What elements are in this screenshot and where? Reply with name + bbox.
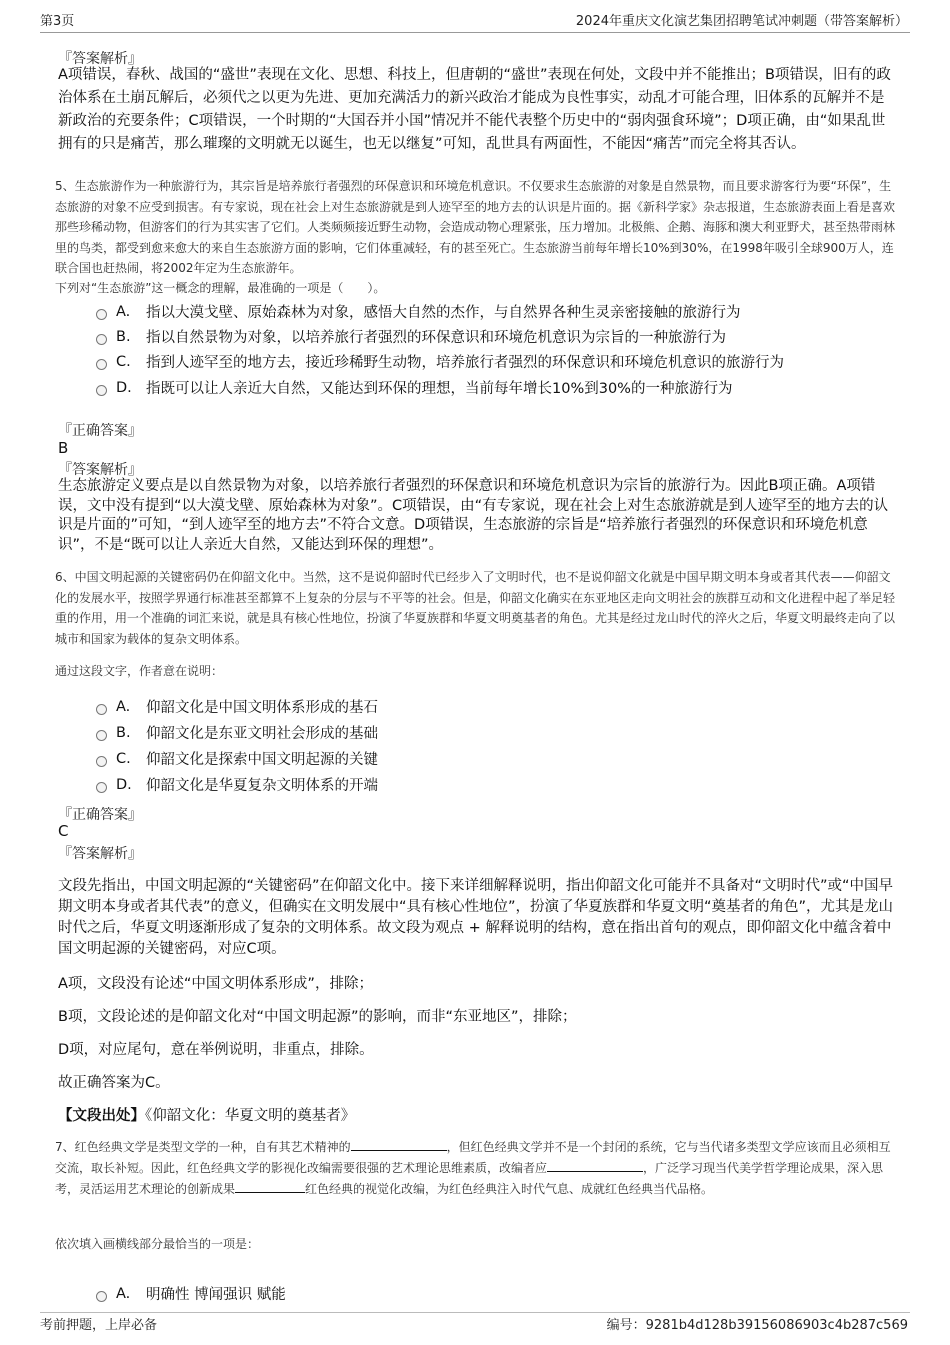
q5-option-a[interactable]: A. 指以大漠戈壁、原始森林为对象，感悟大自然的杰作，与自然界各种生灵亲密接触的旅游行为 xyxy=(96,301,741,322)
document-id: 编号：9281b4d128b39156086903c4b287c569 xyxy=(606,1318,908,1333)
blank-2 xyxy=(547,1159,643,1172)
q7-option-a[interactable]: A. 明确性 博闻强识 赋能 xyxy=(96,1283,286,1304)
analysis-label: 『答案解析』 xyxy=(58,462,142,478)
q5-question: 下列对“生态旅游”这一概念的理解，最准确的一项是（ ）。 xyxy=(55,281,386,295)
footer-slogan: 考前押题，上岸必备 xyxy=(40,1318,158,1333)
q6-option-b[interactable]: B. 仰韶文化是东亚文明社会形成的基础 xyxy=(96,722,378,743)
analysis-label: 『答案解析』 xyxy=(58,846,142,862)
correct-answer-label: 『正确答案』 xyxy=(58,807,142,823)
radio-icon[interactable] xyxy=(96,334,107,345)
radio-icon[interactable] xyxy=(96,782,107,793)
q5-option-d[interactable]: D. 指既可以让人亲近大自然，又能达到环保的理想，当前每年增长10%到30%的一种旅游行为 xyxy=(96,377,732,398)
q6-analysis: 文段先指出，中国文明起源的“关键密码”在仰韶文化中。接下来详细解释说明，指出仰韶文化可能并不具备对“文明时代”或“中国早期文明本身或者其代表”的意义，但确实在文明发展中“具有核心性地位”，扮演了华夏族群和华夏文明“奠基者的角色”，尤其是龙山时代之后，华夏文明逐渐形成了复杂的文明体系。故文段为观点 + 解释说明的结构，意在指出首句的观点，即仰韶文化中蕴含着中国文明起源的关键密码，对应C项。 xyxy=(58,878,894,957)
footer-divider xyxy=(40,1312,910,1313)
radio-icon[interactable] xyxy=(96,385,107,396)
q6-option-c[interactable]: C. 仰韶文化是探索中国文明起源的关键 xyxy=(96,748,378,769)
q4-analysis: A项错误，春秋、战国的“盛世”表现在文化、思想、科技上，但唐朝的“盛世”表现在何处，文段中并不能推出；B项错误，旧有的政治体系在土崩瓦解后，必须代之以更为先进、更加充满活力的新兴政治才能成为良性事实，动乱才可能合理，旧体系的瓦解并不是新政治的充要条件；C项错误，一个时期的“大国吞并小国”情况并不能代表整个历史中的“弱肉强食环境”；D项正确，由“如果乱世拥有的只是痛苦，那么璀璨的文明就无以诞生，也无以继复”可知，乱世具有两面性，不能因“痛苦”而完全将其否认。 xyxy=(58,67,891,152)
q5-option-c[interactable]: C. 指到人迹罕至的地方去，接近珍稀野生动物，培养旅行者强烈的环保意识和环境危机意识的旅游行为 xyxy=(96,351,784,372)
blank-1 xyxy=(351,1138,447,1151)
q5-answer: B xyxy=(58,439,69,457)
q6-note-a: A项，文段没有论述“中国文明体系形成”，排除； xyxy=(58,976,373,992)
q5-analysis: 生态旅游定义要点是以自然景物为对象，以培养旅行者强烈的环保意识和环境危机意识为宗旨的旅游行为。因此B项正确。A项错误，文中没有提到“以大漠戈壁、原始森林为对象”。C项错误，由“有专家说，现在社会上对生态旅游就是到人迹罕至的地方去的认识是片面的”可知，“到人迹罕至的地方去”不符合文意。D项错误，生态旅游的宗旨是“培养旅行者强烈的环保意识和环境危机意识”，不是“既可以让人亲近大自然，又能达到环保的理想”。 xyxy=(58,478,889,553)
q6-source: 【文段出处】《仰韶文化：华夏文明的奠基者》 xyxy=(58,1108,356,1124)
q5-option-b[interactable]: B. 指以自然景物为对象，以培养旅行者强烈的环保意识和环境危机意识为宗旨的一种旅游行为 xyxy=(96,326,726,347)
q6-option-a[interactable]: A. 仰韶文化是中国文明体系形成的基石 xyxy=(96,696,378,717)
q6-conclusion: 故正确答案为C。 xyxy=(58,1075,170,1091)
blank-3 xyxy=(235,1180,305,1193)
header-divider xyxy=(40,32,910,33)
q6-option-d[interactable]: D. 仰韶文化是华夏复杂文明体系的开端 xyxy=(96,774,378,795)
q7-passage: 7、红色经典文学是类型文学的一种，自有其艺术精神的 ，但红色经典文学并不是一个封闭的系统，它与当代诸多类型文学应该而且必须相互交流，取长补短。因此，红色经典文学的影视化改编需要很强的艺术理论思维素质，改编者应 ，广泛学习现当代美学哲学理论成果，深入思考，灵活运用艺术理论的创新成果 红色经典的视觉化改编，为红色经典注入时代气息、成就红色经典当代品格。 xyxy=(55,1140,891,1196)
page-number: 第3页 xyxy=(40,14,75,29)
q6-answer: C xyxy=(58,822,69,840)
document-title: 2024年重庆文化演艺集团招聘笔试冲刺题（带答案解析） xyxy=(575,14,908,29)
q6-question: 通过这段文字，作者意在说明： xyxy=(55,664,224,678)
q6-note-d: D项，对应尾句，意在举例说明，非重点，排除。 xyxy=(58,1042,374,1058)
radio-icon[interactable] xyxy=(96,756,107,767)
q6-note-b: B项，文段论述的是仰韶文化对“中国文明起源”的影响，而非“东亚地区”，排除； xyxy=(58,1009,577,1025)
analysis-label: 『答案解析』 xyxy=(58,51,142,67)
q7-question: 依次填入画横线部分最恰当的一项是： xyxy=(55,1237,260,1251)
radio-icon[interactable] xyxy=(96,309,107,320)
radio-icon[interactable] xyxy=(96,704,107,715)
q6-passage: 6、中国文明起源的关键密码仍在仰韶文化中。当然，这不是说仰韶时代已经步入了文明时代，也不是说仰韶文化就是中国早期文明本身或者其代表——仰韶文化的发展水平，按照学界通行标准甚至都算不上复杂的分层与不平等的社会。但是，仰韶文化确实在东亚地区走向文明社会的族群互动和文化进程中起了举足轻重的作用，用一个准确的词汇来说，就是具有核心性地位，扮演了华夏族群和华夏文明奠基者的角色。尤其是经过龙山时代的淬火之后，华夏文明最终走向了以城市和国家为载体的复杂文明体系。 xyxy=(55,570,896,646)
radio-icon[interactable] xyxy=(96,730,107,741)
q5-passage: 5、生态旅游作为一种旅游行为，其宗旨是培养旅行者强烈的环保意识和环境危机意识。不仅要求生态旅游的对象是自然景物，而且要求游客行为要“环保”，生态旅游的对象不应受到损害。有专家说，现在社会上对生态旅游就是到人迹罕至的地方去的认识是片面的。据《新科学家》杂志报道，生态旅游表面上看是喜欢那些珍稀动物，但游客们的行为其实害了它们。人类频频接近野生动物，会造成动物心理紧张，压力增加。北极熊、企鹅、海豚和澳大利亚野犬，甚至热带雨林里的鸟类，都受到愈来愈大的来自生态旅游方面的影响，它们体重减轻，有的甚至死亡。生态旅游当前每年增长10%到30%，在1998年吸引全球900万人，连联合国也赶热闹，将2002年定为生态旅游年。 xyxy=(55,179,896,276)
correct-answer-label: 『正确答案』 xyxy=(58,423,142,439)
radio-icon[interactable] xyxy=(96,1291,107,1302)
radio-icon[interactable] xyxy=(96,359,107,370)
